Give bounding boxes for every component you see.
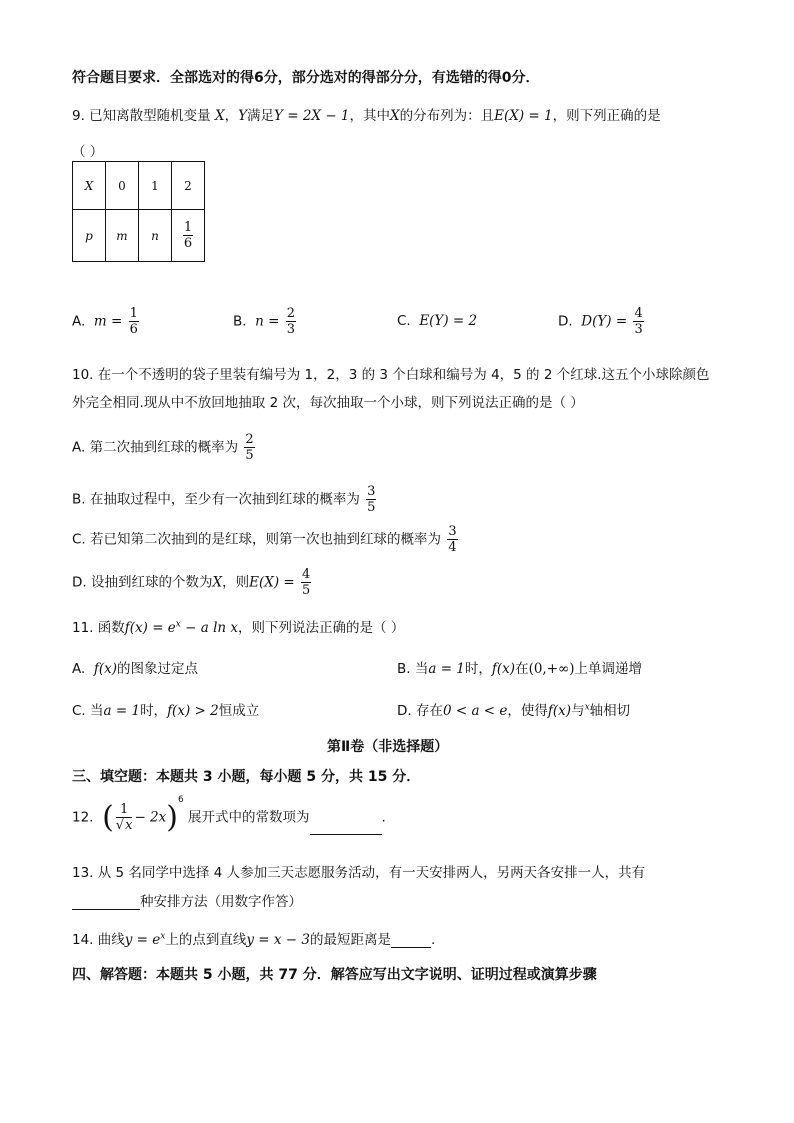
table-cell: n [139,210,172,262]
fraction: $\frac{2}{3}$ [286,306,296,337]
answer-blank[interactable] [72,895,140,910]
table-cell: m [106,210,139,262]
question-12: 12. ( $\frac{1}{√x}$ − 2x)$^6$ 展开式中的常数项为 . [72,795,386,835]
question-11-stem: 11. 函数$f(x) = e^x - a$ ln x，则下列说法正确的是（ ） [72,619,405,636]
q11-option-d: D. 存在0 < a < e，使得f(x)与$^x$轴相切 [397,702,631,719]
q10-option-b: B. 在抽取过程中，至少有一次抽到红球的概率为 $\frac{3}{5}$ [72,484,376,515]
fraction: $\frac{4}{5}$ [302,567,311,598]
fraction: $\frac{3}{5}$ [367,484,376,515]
table-cell [172,210,205,262]
fraction: $\frac{4}{3}$ [634,306,643,337]
table-cell: 1 [139,162,172,210]
fraction: $\frac{1}{6}$ [129,306,138,337]
q9-option-a: A. m = $\frac{1}{6}$ [72,306,138,337]
fraction: $\frac{2}{5}$ [245,432,254,463]
answer-blank[interactable] [310,834,382,835]
part-2-title: 第Ⅱ卷（非选择题） [327,739,449,755]
q10-option-d: D. 设抽到红球的个数为X，则E(X) = $\frac{4}{5}$ [72,567,311,598]
q11-option-c: C. 当a = 1时，f(x) > 2恒成立 [72,703,260,719]
table-cell: 2 [172,162,205,210]
answer-blank[interactable] [391,933,431,948]
table-cell: 0 [106,162,139,210]
table-cell: X [73,162,106,210]
q10-option-c: C. 若已知第二次抽到的是红球，则第一次也抽到红球的概率为 $\frac{3}{4}$ [72,524,457,555]
q10-option-a: A. 第二次抽到红球的概率为 $\frac{2}{5}$ [72,432,254,463]
section-4-header: 四、解答题：本题共 5 小题，共 77 分．解答应写出文字说明、证明过程或演算步骤 [72,967,597,983]
fraction: $\frac{3}{4}$ [448,524,457,555]
q11-option-b: B. 当a = 1时，f(x)在(0,+∞)上单调递增 [397,661,643,677]
question-14: 14. 曲线$y = e^x$上的点到直线y = x − 3的最短距离是 . [72,931,436,948]
fraction: $\frac{1}{√x}$ [115,802,133,833]
question-13-line1: 13. 从 5 名同学中选择 4 人参加三天志愿服务活动，有一天安排两人，另两天各安排一人，共有 [72,865,646,881]
q9-option-b: B. n = $\frac{2}{3}$ [233,306,296,337]
question-9-stem: 9. 已知离散型随机变量 X，Y满足Y = 2X − 1，其中X的分布列为：且E(X) = 1，则下列正确的是 [72,108,661,124]
distribution-table [72,161,205,262]
table-cell: p [73,210,106,262]
question-10-line2: 外完全相同.现从中不放回地抽取 2 次，每次抽取一个小球，则下列说法正确的是（ ） [72,395,584,411]
q9-option-d: D. D(Y) = $\frac{4}{3}$ [558,306,643,337]
question-10-line1: 10. 在一个不透明的袋子里装有编号为 1，2，3 的 3 个白球和编号为 4，5 的 2 个红球.这五个小球除颜色 [72,367,710,383]
fraction: $\frac{1}{6}$ [183,220,193,251]
q9-option-c: C. E(Y) = 2 [397,313,478,329]
section-3-header: 三、填空题：本题共 3 小题，每小题 5 分，共 15 分． [72,769,421,785]
question-13-line2: 种安排方法（用数字作答） [72,890,302,910]
section-header: 符合题目要求．全部选对的得6分，部分选对的得部分分，有选错的得0分． [72,70,540,86]
question-9-paren: （ ） [72,144,104,160]
q11-option-a: A. f(x)的图象过定点 [72,661,199,677]
